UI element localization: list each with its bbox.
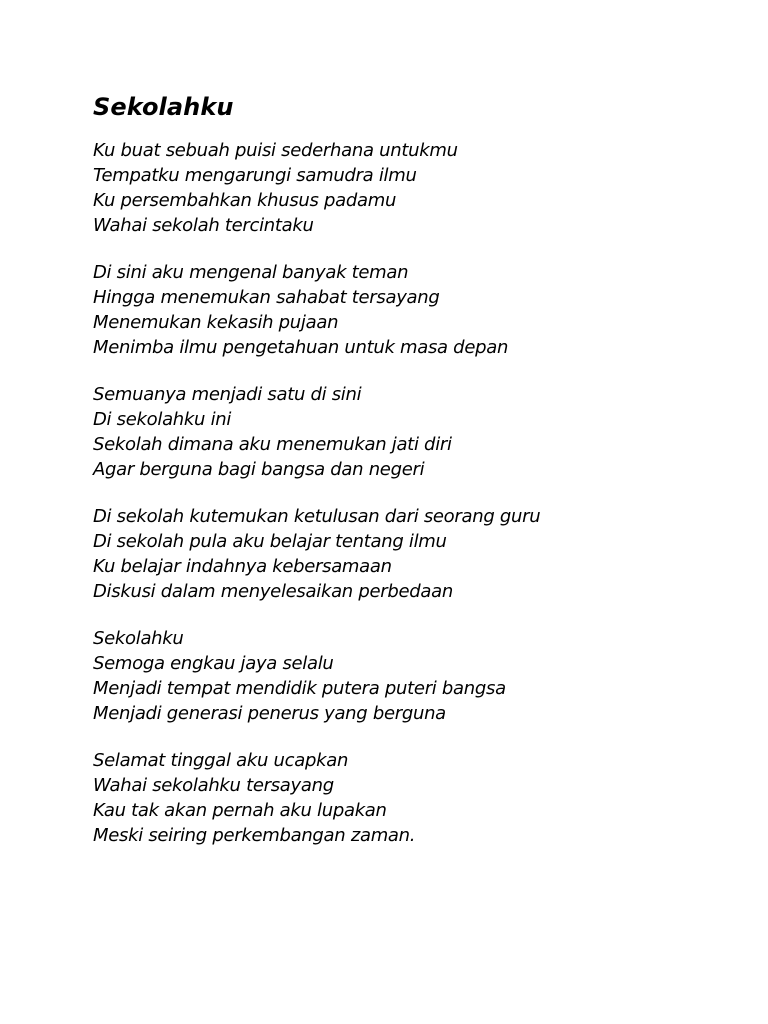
stanza-3 <box>93 382 733 482</box>
stanza-6 <box>93 748 733 848</box>
poem-line: Menjadi tempat mendidik putera puteri bangsa <box>93 678 506 699</box>
poem-line: Semoga engkau jaya selalu <box>93 653 334 674</box>
poem-line: Sekolahku <box>93 628 184 649</box>
stanza-1 <box>93 138 733 238</box>
poem-line: Menemukan kekasih pujaan <box>93 312 339 333</box>
poem-line: Tempatku mengarungi samudra ilmu <box>93 165 417 186</box>
poem-line: Hingga menemukan sahabat tersayang <box>93 287 440 308</box>
poem-title: Sekolahku <box>93 93 234 121</box>
stanza-5 <box>93 626 733 726</box>
poem-line: Wahai sekolahku tersayang <box>93 775 334 796</box>
poem-line: Di sekolah kutemukan ketulusan dari seorang guru <box>93 506 541 527</box>
stanza-4 <box>93 504 733 604</box>
poem-line: Menimba ilmu pengetahuan untuk masa depan <box>93 337 509 358</box>
poem-line: Ku buat sebuah puisi sederhana untukmu <box>93 140 458 161</box>
poem-line: Sekolah dimana aku menemukan jati diri <box>93 434 452 455</box>
stanza-2 <box>93 260 733 360</box>
poem-line: Wahai sekolah tercintaku <box>93 215 314 236</box>
poem-line: Ku persembahkan khusus padamu <box>93 190 397 211</box>
poem-line: Di sekolah pula aku belajar tentang ilmu <box>93 531 447 552</box>
document-page <box>93 90 733 870</box>
poem-line: Kau tak akan pernah aku lupakan <box>93 800 387 821</box>
poem-line: Di sekolahku ini <box>93 409 232 430</box>
poem-line: Agar berguna bagi bangsa dan negeri <box>93 459 425 480</box>
poem-line: Ku belajar indahnya kebersamaan <box>93 556 392 577</box>
poem-line: Diskusi dalam menyelesaikan perbedaan <box>93 581 453 602</box>
poem-line: Di sini aku mengenal banyak teman <box>93 262 409 283</box>
poem-line: Selamat tinggal aku ucapkan <box>93 750 349 771</box>
poem-line: Menjadi generasi penerus yang berguna <box>93 703 446 724</box>
poem-line: Semuanya menjadi satu di sini <box>93 384 362 405</box>
poem-line: Meski seiring perkembangan zaman. <box>93 825 416 846</box>
